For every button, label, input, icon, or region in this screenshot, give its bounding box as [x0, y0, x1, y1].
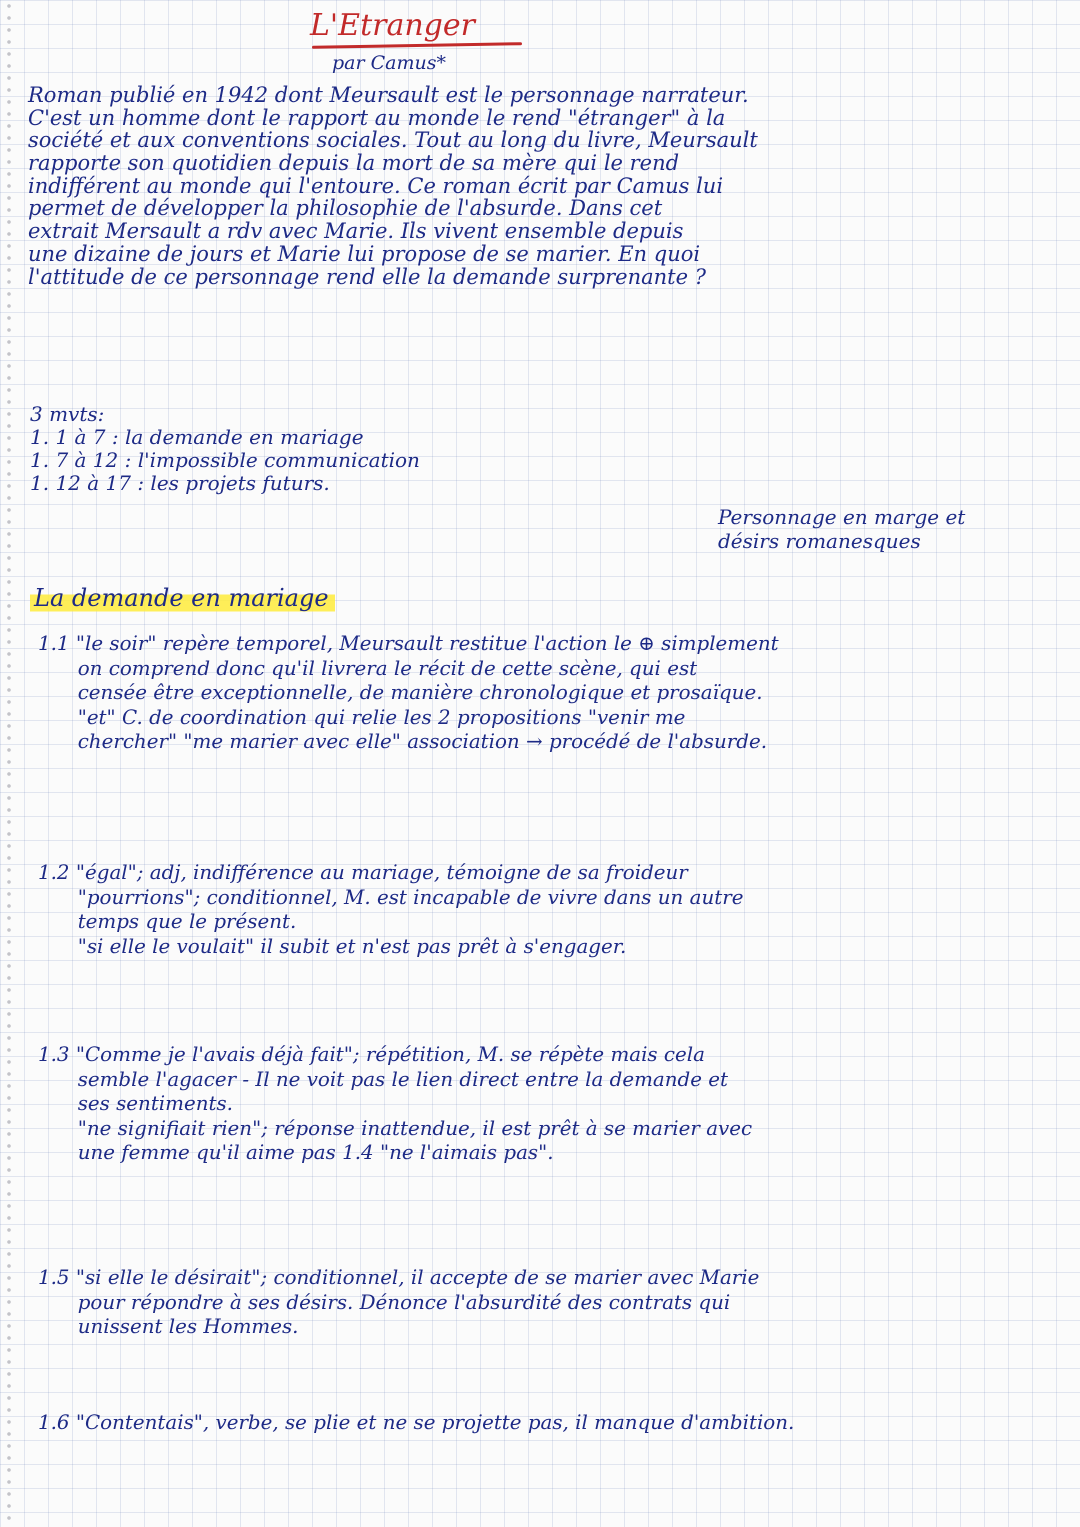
intro-line: C'est un homme dont le rapport au monde le rend "étranger" à la	[28, 105, 726, 130]
entry-line: "pourrions"; conditionnel, M. est incapable de vivre dans un autre	[77, 884, 744, 909]
movement-item: 1. 12 à 17 : les projets futurs.	[30, 471, 330, 495]
intro-line: indifférent au monde qui l'entoure. Ce roman écrit par Camus lui	[28, 173, 724, 198]
intro-line: l'attitude de ce personnage rend elle la demande surprenante ?	[28, 264, 706, 289]
entry-line: chercher" "me marier avec elle" association → procédé de l'absurde.	[77, 729, 768, 753]
margin-note-line: Personnage en marge et	[718, 505, 966, 529]
analysis-entry	[38, 631, 1068, 754]
intro-line: Roman publié en 1942 dont Meursault est le personnage narrateur.	[28, 83, 749, 107]
entry-line: "et" C. de coordination qui relie les 2 propositions "venir me	[77, 704, 686, 729]
entry-line: "ne signifiait rien"; réponse inattendue, il est prêt à se marier avec	[77, 1115, 753, 1140]
intro-line: rapporte son quotidien depuis la mort de sa mère qui le rend	[28, 151, 680, 176]
analysis-entry	[38, 860, 1068, 958]
entry-number: 1.6	[38, 1410, 70, 1434]
movement-item: 1. 7 à 12 : l'impossible communication	[30, 448, 420, 472]
movements-heading: 3 mvts:	[30, 402, 105, 426]
section-title: La demande en mariage	[30, 584, 335, 614]
binding-holes	[6, 0, 12, 1527]
analysis-entry	[38, 1265, 1068, 1339]
movements-list	[30, 403, 420, 495]
entry-number: 1.5	[38, 1265, 70, 1289]
intro-line: société et aux conventions sociales. Tout au long du livre, Meursault	[28, 128, 758, 153]
entry-line: ses sentiments.	[77, 1091, 233, 1115]
intro-line: permet de développer la philosophie de l'absurde. Dans cet	[28, 196, 663, 221]
entry-line: semble l'agacer - Il ne voit pas le lien direct entre la demande et	[77, 1066, 728, 1091]
entry-line: "le soir" repère temporel, Meursault restitue l'action le ⊕ simplement	[75, 631, 779, 655]
page-title: L'Etranger	[310, 8, 475, 43]
intro-line: extrait Mersault a rdv avec Marie. Ils vivent ensemble depuis	[28, 219, 684, 244]
entry-line: pour répondre à ses désirs. Dénonce l'absurdité des contrats qui	[77, 1289, 731, 1314]
analysis-entry	[38, 1042, 1068, 1165]
entry-line: temps que le présent.	[77, 909, 297, 933]
entry-number: 1.2	[38, 860, 70, 884]
entry-line: "si elle le voulait" il subit et n'est pas prêt à s'engager.	[77, 933, 627, 958]
analysis-entry	[38, 1410, 1068, 1435]
entry-line: censée être exceptionnelle, de manière chronologique et prosaïque.	[77, 680, 763, 704]
entry-number: 1.3	[38, 1042, 70, 1066]
movement-item: 1. 1 à 7 : la demande en mariage	[30, 425, 364, 449]
entry-line: unissent les Hommes.	[77, 1314, 299, 1338]
entry-number: 1.1	[38, 631, 70, 655]
margin-note	[718, 505, 965, 553]
margin-note-line: désirs romanesques	[718, 529, 921, 553]
intro-line: une dizaine de jours et Marie lui propose de se marier. En quoi	[28, 241, 701, 266]
entry-line: on comprend donc qu'il livrera le récit de cette scène, qui est	[77, 655, 698, 680]
title-underline	[312, 42, 522, 49]
entry-line: "Contentais", verbe, se plie et ne se projette pas, il manque d'ambition.	[75, 1410, 795, 1434]
entry-line: "égal"; adj, indifférence au mariage, témoigne de sa froideur	[75, 860, 688, 884]
page-subtitle: par Camus*	[332, 52, 446, 74]
entry-line: "Comme je l'avais déjà fait"; répétition, M. se répète mais cela	[75, 1042, 705, 1066]
intro-paragraph	[28, 84, 1058, 288]
entry-line: "si elle le désirait"; conditionnel, il accepte de se marier avec Marie	[75, 1265, 760, 1289]
entry-line: une femme qu'il aime pas 1.4 "ne l'aimais pas".	[77, 1140, 554, 1164]
